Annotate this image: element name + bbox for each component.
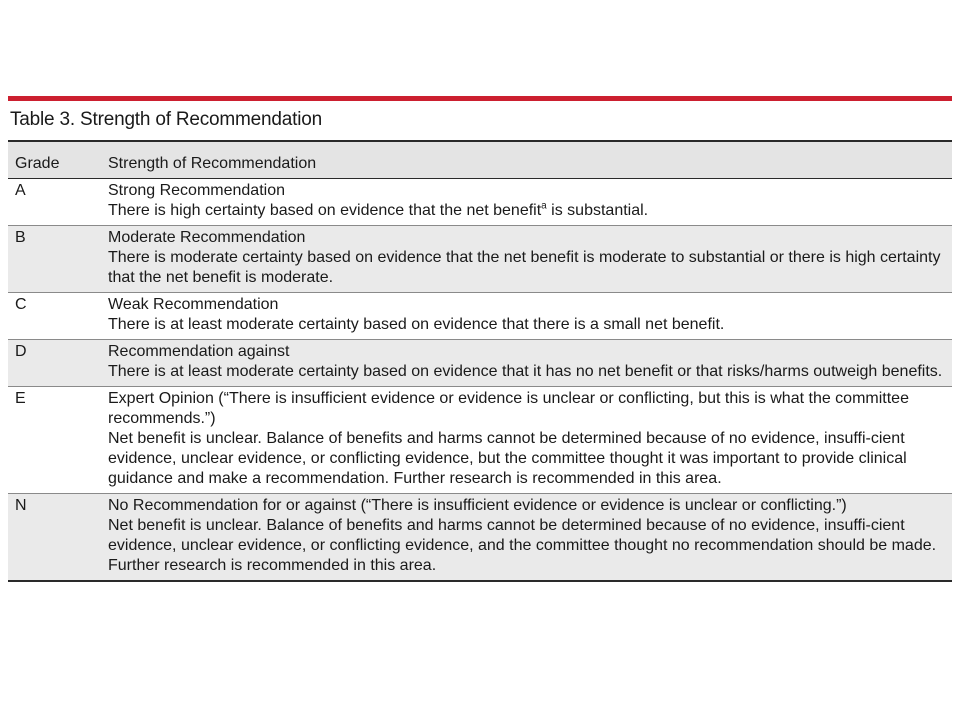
table-header-row <box>8 142 952 179</box>
table-row <box>8 387 952 494</box>
strength-cell <box>101 494 952 582</box>
recommendation-table <box>8 142 952 582</box>
strength-cell <box>101 387 952 494</box>
grade-cell: D <box>8 340 101 387</box>
column-header-strength: Strength of Recommendation <box>101 142 952 179</box>
table-row <box>8 340 952 387</box>
table-row <box>8 226 952 293</box>
table-row <box>8 293 952 340</box>
recommendation-description: There is at least moderate certainty based on evidence that it has no net benefit or that risks/harms outweigh benefits. <box>108 363 943 380</box>
recommendation-description: Net benefit is unclear. Balance of benefits and harms cannot be determined because of no evidence, insuffi-cient evidence, unclear evidence, or conflicting evidence, and the committee thought no recommendation should be made. Further research is recommended in this area. <box>108 517 937 574</box>
strength-cell <box>101 179 952 226</box>
grade-cell: A <box>8 179 101 226</box>
recommendation-description: Net benefit is unclear. Balance of benefits and harms cannot be determined because of no evidence, insuffi-cient evidence, unclear evidence, or conflicting evidence, but the committee thought it was important to provide clinical guidance and make a recommendation. Further research is recommended in this area. <box>108 430 907 487</box>
recommendation-heading: Recommendation against <box>108 343 290 360</box>
recommendation-description <box>108 201 946 221</box>
grade-cell: C <box>8 293 101 340</box>
recommendation-description: There is moderate certainty based on evidence that the net benefit is moderate to substantial or there is high certainty that the net benefit is moderate. <box>108 249 941 286</box>
grade-cell: B <box>8 226 101 293</box>
recommendation-heading: Strong Recommendation <box>108 182 285 199</box>
description-text-end: is substantial. <box>546 202 649 219</box>
recommendation-heading: Weak Recommendation <box>108 296 279 313</box>
table-row <box>8 179 952 226</box>
table-row <box>8 494 952 582</box>
description-text: There is high certainty based on evidence that the net benefit <box>108 202 542 219</box>
strength-cell <box>101 293 952 340</box>
column-header-grade: Grade <box>8 142 101 179</box>
recommendation-heading: No Recommendation for or against (“There is insufficient evidence or evidence is unclear or conflicting.”) <box>108 497 847 514</box>
strength-cell <box>101 226 952 293</box>
table-title: Table 3. Strength of Recommendation <box>10 109 322 130</box>
footnote-marker: a <box>541 200 547 212</box>
table-figure <box>8 96 952 582</box>
recommendation-heading: Moderate Recommendation <box>108 229 306 246</box>
strength-cell <box>101 340 952 387</box>
grade-cell: N <box>8 494 101 582</box>
grade-cell: E <box>8 387 101 494</box>
recommendation-heading: Expert Opinion (“There is insufficient evidence or evidence is unclear or conflicting, but this is what the committee recommends.”) <box>108 390 909 427</box>
recommendation-description: There is at least moderate certainty based on evidence that there is a small net benefit. <box>108 316 725 333</box>
